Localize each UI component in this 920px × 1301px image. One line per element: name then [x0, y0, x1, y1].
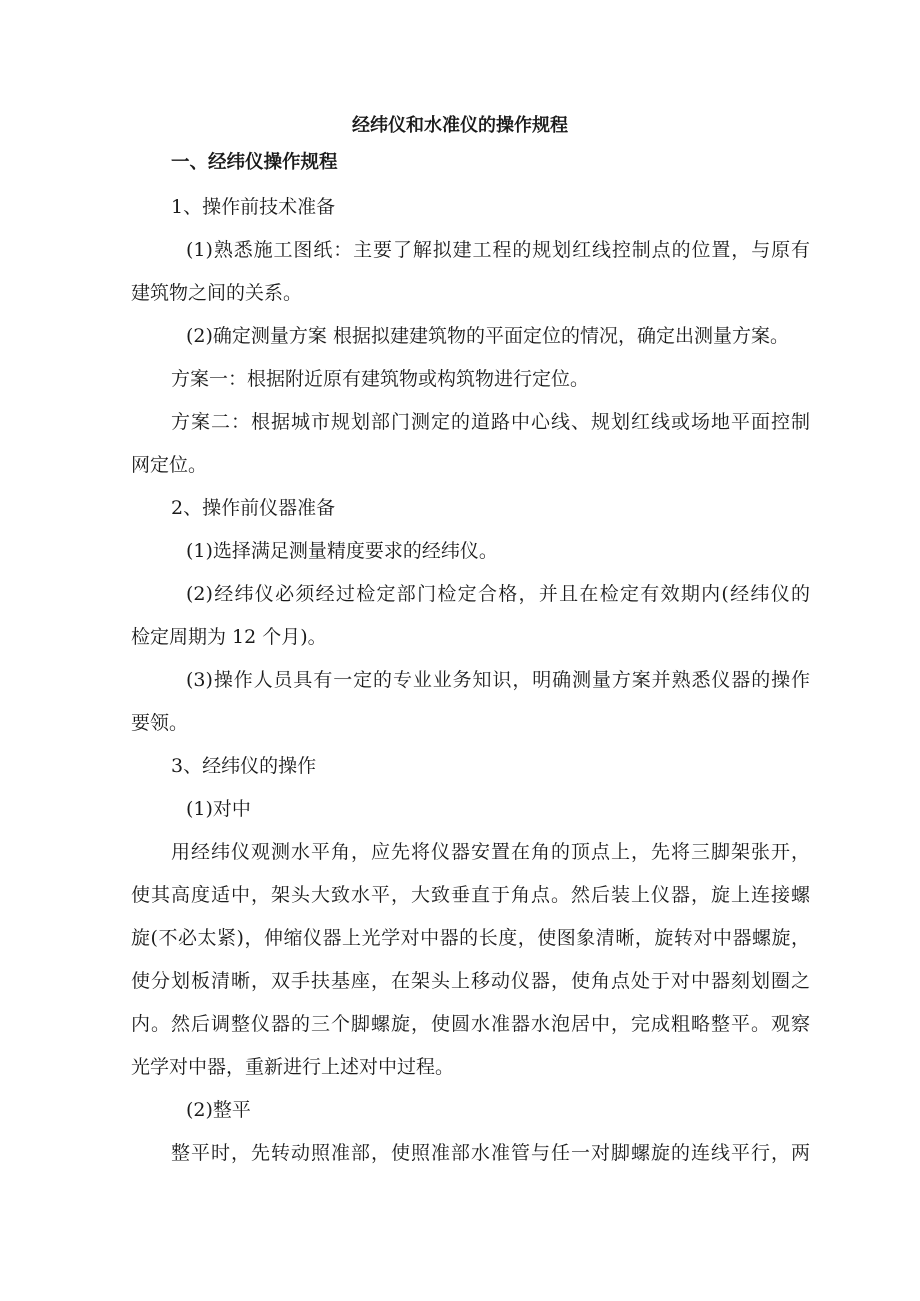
paragraph-line: (2)经纬仪必须经过检定部门检定合格，并且在检定有效期内(经纬仪的 — [186, 583, 810, 605]
subsection-heading: 1、操作前技术准备 — [171, 196, 336, 218]
subsection-heading: 2、操作前仪器准备 — [171, 497, 336, 519]
paragraph-line: (2)整平 — [186, 1099, 251, 1121]
paragraph-line: 要领。 — [131, 712, 189, 734]
paragraph-line: 旋(不必太紧)，伸缩仪器上光学对中器的长度，使图象清晰，旋转对中器螺旋， — [131, 927, 810, 949]
paragraph-line: (1)选择满足测量精度要求的经纬仪。 — [186, 540, 498, 562]
paragraph-line: 用经纬仪观测水平角，应先将仪器安置在角的顶点上，先将三脚架张开， — [171, 841, 810, 863]
paragraph-line: 方案一：根据附近原有建筑物或构筑物进行定位。 — [171, 368, 590, 390]
paragraph-line: (1)熟悉施工图纸：主要了解拟建工程的规划红线控制点的位置，与原有 — [186, 239, 810, 261]
paragraph-line: 使其高度适中，架头大致水平，大致垂直于角点。然后装上仪器，旋上连接螺 — [131, 884, 810, 906]
subsection-heading: 3、经纬仪的操作 — [171, 755, 317, 777]
paragraph-line: 整平时，先转动照准部，使照准部水准管与任一对脚螺旋的连线平行，两 — [171, 1142, 810, 1164]
paragraph-line: 建筑物之间的关系。 — [131, 282, 303, 304]
paragraph-line: (2)确定测量方案 根据拟建建筑物的平面定位的情况，确定出测量方案。 — [186, 325, 789, 347]
paragraph-line: 内。然后调整仪器的三个脚螺旋，使圆水准器水泡居中，完成粗略整平。观察 — [131, 1013, 810, 1035]
paragraph-line: 网定位。 — [131, 454, 208, 476]
paragraph-line: (1)对中 — [186, 798, 251, 820]
paragraph-line: (3)操作人员具有一定的专业业务知识，明确测量方案并熟悉仪器的操作 — [186, 669, 810, 691]
paragraph-line: 检定周期为 12 个月)。 — [131, 626, 327, 648]
paragraph-line: 使分划板清晰，双手扶基座，在架头上移动仪器，使角点处于对中器刻划圈之 — [131, 970, 810, 992]
document-title: 经纬仪和水准仪的操作规程 — [352, 115, 568, 136]
paragraph-line: 方案二：根据城市规划部门测定的道路中心线、规划红线或场地平面控制 — [171, 411, 810, 433]
section-heading: 一、经纬仪操作规程 — [171, 152, 338, 173]
paragraph-line: 光学对中器，重新进行上述对中过程。 — [131, 1056, 455, 1078]
